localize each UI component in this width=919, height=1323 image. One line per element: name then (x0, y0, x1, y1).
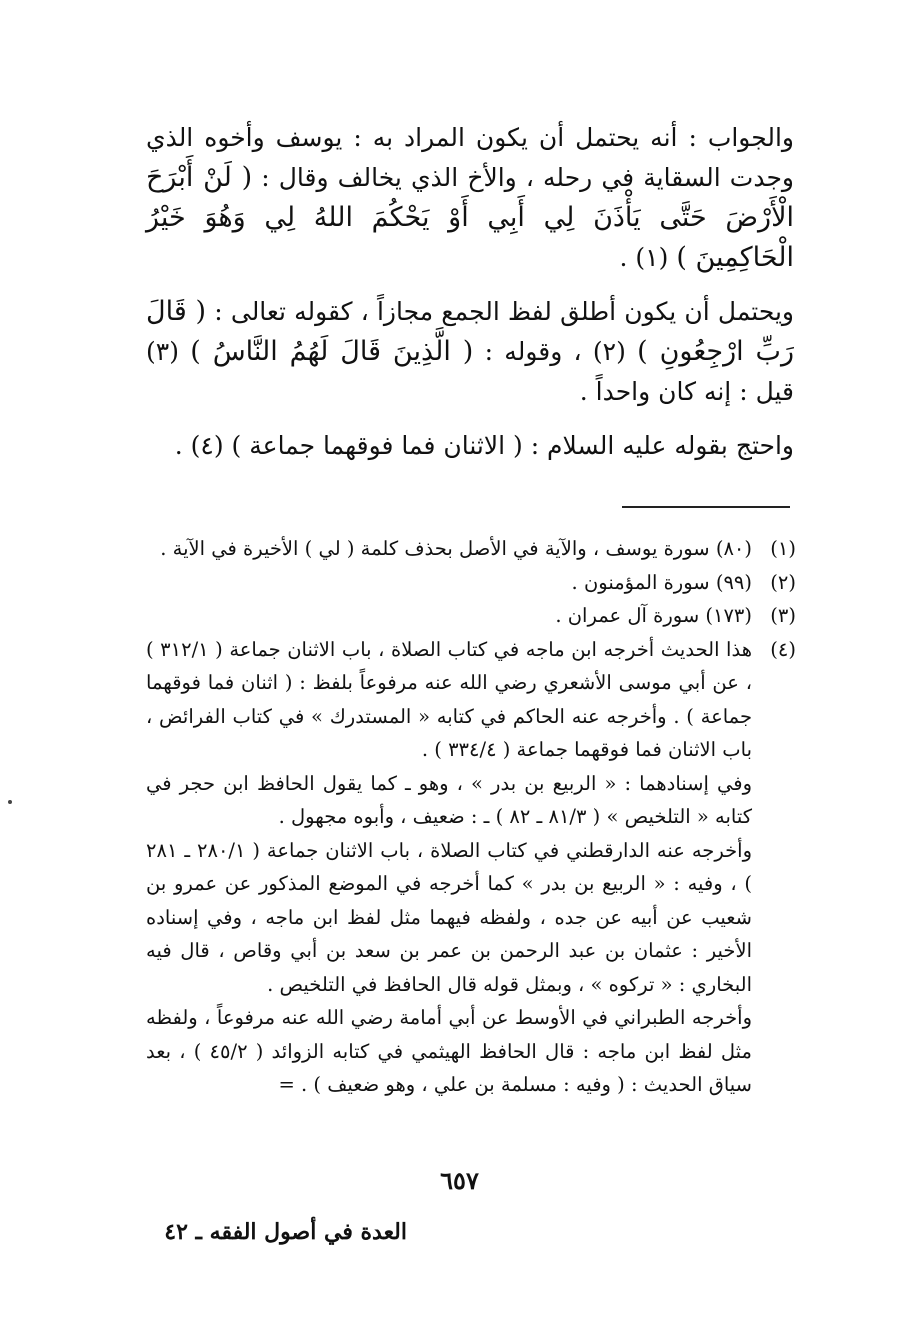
paragraph-text: والجواب : أنه يحتمل أن يكون المراد به : يوسف وأخوه الذي وجدت السقاية في رحله ، والأخ الذي يخالف وقال : (146, 123, 794, 192)
running-footer: العدة في أصول الفقه ـ ٤٢ (164, 1219, 407, 1245)
footnote-continuation: وأخرجه عنه الدارقطني في كتاب الصلاة ، باب الاثنان جماعة ( ٢٨٠/١ ـ ٢٨١ ) ، وفيه : « الربيع بن بدر » كما أخرجه في الموضع المذكور عن عمرو بن شعيب عن أبيه عن جده ، ولفظه فيهما مثل لفظ ابن ماجه ، وفي إسناده الأخير : عثمان بن عبد الرحمن بن عمر بن سعد بن أبي وقاص ، قال فيه البخاري : « تركوه » ، وبمثل قوله قال الحافظ في التلخيص . (146, 838, 752, 996)
footnote-text: (١٧٣) سورة آل عمران . (555, 604, 752, 627)
footnote (146, 566, 796, 600)
main-text (146, 118, 794, 480)
footnote-continuation (146, 1001, 796, 1102)
footnote (146, 633, 796, 767)
footnote-continuation: وفي إسنادهما : « الربيع بن بدر » ، وهو ـ كما يقول الحافظ ابن حجر في كتابه « التلخيص » ( ٨١/٣ ـ ٨٢ ) ـ : ضعيف ، وأبوه مجهول . (146, 771, 752, 828)
paragraph-plural (146, 292, 794, 412)
paragraph-text: (٢) ، وقوله : (484, 337, 626, 366)
paragraph-hadith: واحتج بقوله عليه السلام : ( الاثنان فما فوقهما جماعة ) (٤) . (174, 431, 794, 460)
footnote-text: (٩٩) سورة المؤمنون . (571, 570, 752, 594)
footnote-number: (٢) (770, 570, 796, 594)
footnote (146, 532, 796, 566)
quran-verse: ( الَّذِينَ قَالَ لَهُمُ النَّاسُ ) (190, 336, 474, 367)
footnote-number: (١) (770, 537, 796, 560)
quran-verse: ( قَالَ رَبِّ ارْجِعُونِ ) (146, 296, 794, 367)
footnote-number: (٤) (770, 637, 796, 661)
paragraph-text: (٣) قيل : إنه كان واحداً . (146, 337, 794, 406)
footnotes (146, 532, 796, 1102)
footnote-text: هذا الحديث أخرجه ابن ماجه في كتاب الصلاة ، باب الاثنان جماعة ( ٣١٢/١ ) ، عن أبي موسى الأشعري رضي الله عنه مرفوعاً بلفظ : ( اثنان فما فوقهما جماعة ) . وأخرجه عنه الحاكم في كتابه « المستدرك » في كتاب الفرائض ، باب الاثنان فما فوقهما جماعة ( ٣٣٤/٤ ) . (146, 637, 752, 761)
quran-verse: ( لَنْ أَبْرَحَ الْأَرْضَ حَتَّى يَأْذَنَ لِي أَبِي أَوْ يَحْكُمَ اللهُ لِي وَهُوَ خَيْرُ الْحَاكِمِينَ ) (146, 162, 794, 273)
scan-speck (8, 800, 12, 804)
continued-mark: = (278, 1073, 295, 1096)
paragraph-answer (146, 118, 794, 278)
footnote-ref: (١) . (619, 243, 669, 272)
footnote-text: وأخرجه الطبراني في الأوسط عن أبي أمامة رضي الله عنه مرفوعاً ، ولفظه مثل لفظ ابن ماجه : قال الحافظ الهيثمي في كتابه الزوائد ( ٤٥/٢ ) ، بعد سياق الحديث : ( وفيه : مسلمة بن علي ، وهو ضعيف ) . (146, 1006, 752, 1096)
footnote-text: (٨٠) سورة يوسف ، والآية في الأصل بحذف كلمة ( لي ) الأخيرة في الآية . (160, 537, 752, 560)
footnote-separator (622, 506, 790, 508)
footnote-number: (٣) (770, 604, 796, 627)
paragraph-text: ويحتمل أن يكون أطلق لفظ الجمع مجازاً ، كقوله تعالى : (214, 297, 794, 326)
page-number: ٦٥٧ (440, 1166, 479, 1195)
footnote (146, 599, 796, 633)
